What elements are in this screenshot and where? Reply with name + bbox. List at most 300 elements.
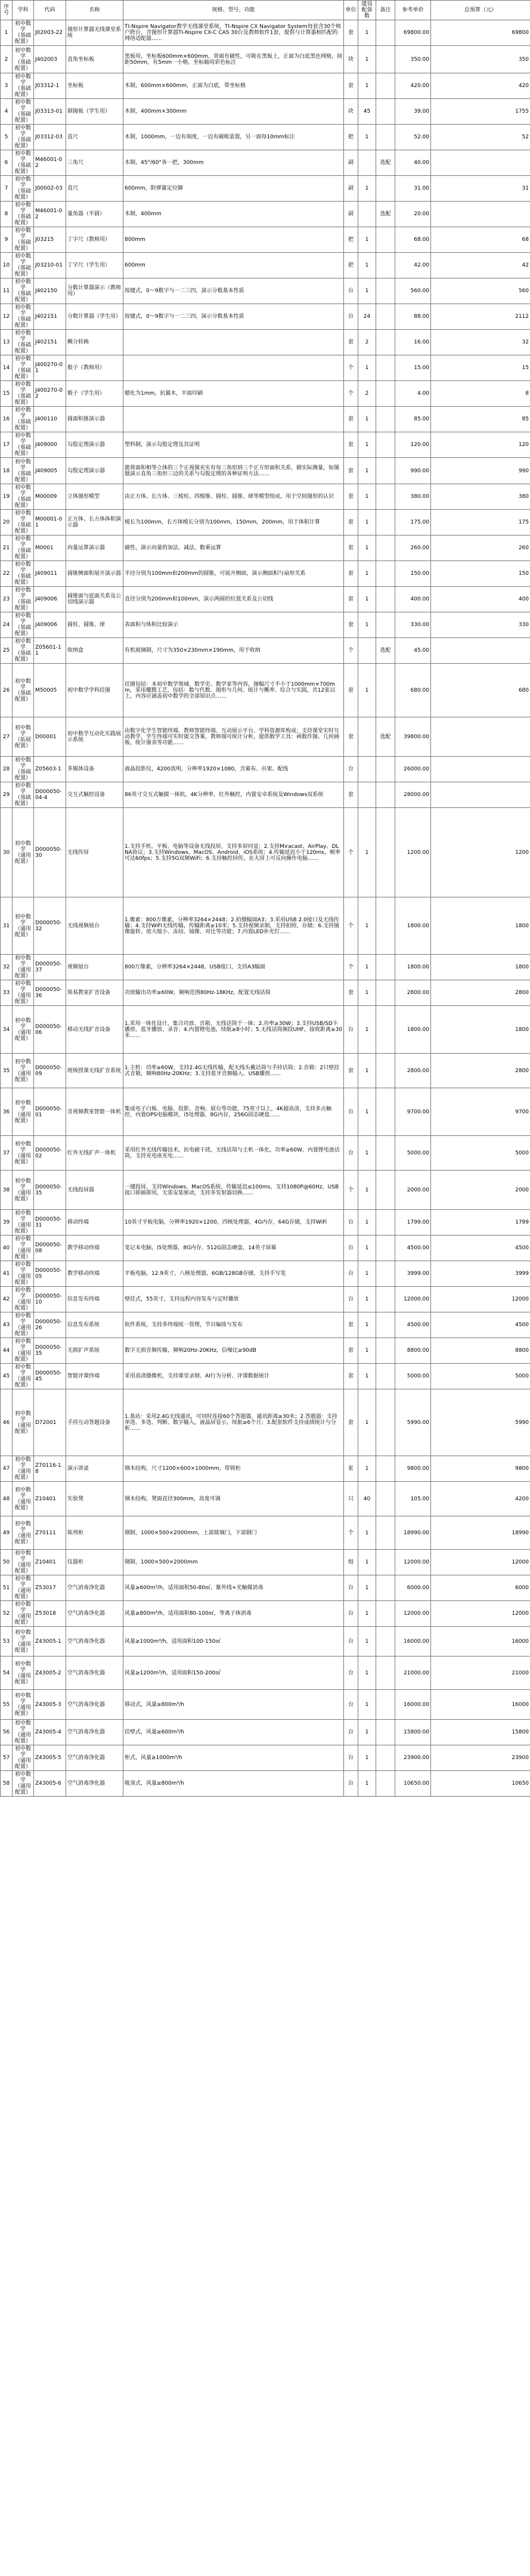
cell-name: 手持互动答题设备: [66, 1389, 123, 1456]
cell-no: 4: [1, 99, 13, 125]
table-row: [1, 1627, 530, 1657]
cell-spec: 风量≥800m³/h，适用面积80-100㎡，等离子体消毒: [123, 1601, 344, 1627]
table-row: [1, 1690, 530, 1720]
column-header: 单位: [344, 1, 358, 20]
cell-no: 34: [1, 1006, 13, 1054]
cell-unit: 套: [344, 484, 358, 510]
cell-no: 18: [1, 458, 13, 484]
cell-total: 12000: [431, 1550, 530, 1575]
cell-no: 58: [1, 1771, 13, 1797]
cell-price: 85.00: [395, 407, 431, 432]
cell-name: 教学移动终端: [66, 1236, 123, 1261]
cell-subject: 初中数学 （基础配置）: [13, 407, 34, 432]
cell-note: [376, 278, 395, 304]
cell-code: M00001-01: [34, 510, 66, 535]
cell-qty: [358, 757, 376, 782]
table-row: [1, 1006, 530, 1054]
cell-subject: 初中数学 （基础配置）: [13, 535, 34, 561]
cell-no: 49: [1, 1516, 13, 1550]
table-row: [1, 757, 530, 782]
table-row: [1, 1261, 530, 1287]
cell-note: [376, 980, 395, 1006]
cell-subject: 初中数学 （通用配置）: [13, 1261, 34, 1287]
cell-spec: 木制，400mm×300mm: [123, 99, 344, 125]
cell-no: 12: [1, 304, 13, 330]
cell-qty: 1: [358, 125, 376, 150]
cell-spec: 10英寸平板电脑，分辨率1920×1200，四核处理器，4G内存，64G存储，支持WiFi: [123, 1210, 344, 1236]
cell-total: 1755: [431, 99, 530, 125]
cell-unit: 套: [344, 432, 358, 458]
cell-qty: [358, 717, 376, 757]
table-row: [1, 1088, 530, 1136]
cell-no: 11: [1, 278, 13, 304]
cell-spec: 按键式，0～9数字与一二三四，演示分数基本性质: [123, 304, 344, 330]
cell-total: 1200: [431, 808, 530, 897]
table-row: [1, 1550, 530, 1575]
cell-total: 2112: [431, 304, 530, 330]
cell-name: 直尺: [66, 176, 123, 202]
cell-subject: 初中数学 （基础配置）: [13, 253, 34, 278]
cell-name: 直尺: [66, 125, 123, 150]
cell-note: [376, 381, 395, 407]
table-row: [1, 955, 530, 980]
cell-unit: 套: [344, 1364, 358, 1389]
cell-code: Z43005-4: [34, 1720, 66, 1745]
cell-name: 向量运算演示器: [66, 535, 123, 561]
cell-unit: 台: [344, 1627, 358, 1657]
column-header: 备注: [376, 1, 395, 20]
cell-subject: 初中数学 （通用配置）: [13, 1054, 34, 1088]
cell-note: [376, 458, 395, 484]
cell-note: [376, 561, 395, 587]
cell-no: 50: [1, 1550, 13, 1575]
cell-unit: 只: [344, 1482, 358, 1516]
cell-note: [376, 46, 395, 73]
column-header: 总预算（元）: [431, 1, 530, 20]
cell-unit: 台: [344, 1575, 358, 1601]
cell-unit: 台: [344, 1601, 358, 1627]
cell-note: [376, 1720, 395, 1745]
cell-note: [376, 808, 395, 897]
cell-subject: 初中数学 （基础配置）: [13, 638, 34, 664]
cell-no: 13: [1, 330, 13, 355]
cell-spec: 按键式，0～9数字与一二三四，演示分数基本性质: [123, 278, 344, 304]
cell-name: 分数计算器演示（教师用）: [66, 278, 123, 304]
cell-price: 52.00: [395, 125, 431, 150]
cell-unit: 套: [344, 73, 358, 99]
cell-spec: TI-Nspire Navigator教学无线课堂系统，TI-Nspire CX Navigator System每套含30个师户跨台，含图形计算器TI-Nspire CX-C CAS 30台及教师软件1套，提供与计算器相匹配的网络适配器……: [123, 20, 344, 46]
cell-code: Z05601-11: [34, 638, 66, 664]
cell-price: 6000.00: [395, 1575, 431, 1601]
cell-price: 175.00: [395, 510, 431, 535]
cell-qty: 1: [358, 20, 376, 46]
cell-qty: 1: [358, 1389, 376, 1456]
cell-price: 1800.00: [395, 955, 431, 980]
cell-qty: 1: [358, 664, 376, 717]
cell-spec: 600mm: [123, 253, 344, 278]
table-row: [1, 808, 530, 897]
cell-price: 120.00: [395, 432, 431, 458]
cell-unit: 把: [344, 227, 358, 253]
cell-price: 26000.00: [395, 757, 431, 782]
cell-price: 4500.00: [395, 1312, 431, 1338]
cell-qty: 1: [358, 1771, 376, 1797]
cell-code: M50005: [34, 664, 66, 717]
cell-name: 空气消毒净化器: [66, 1771, 123, 1797]
table-row: [1, 980, 530, 1006]
table-row: [1, 1482, 530, 1516]
table-row: [1, 1287, 530, 1312]
cell-name: 无线视频展台: [66, 897, 123, 955]
cell-spec: 棱长为100mm，长方体棱长分别为100mm，150mm，200mm，用于体积计算: [123, 510, 344, 535]
cell-name: 坐标板: [66, 73, 123, 99]
cell-note: [376, 1364, 395, 1389]
cell-note: [376, 1236, 395, 1261]
cell-qty: 1: [358, 587, 376, 612]
cell-spec: 塑料制，演示勾股定理及其证明: [123, 432, 344, 458]
table-body: [1, 20, 530, 1797]
cell-no: 40: [1, 1236, 13, 1261]
cell-name: 视频展台: [66, 955, 123, 980]
cell-note: 选配: [376, 202, 395, 227]
cell-qty: 1: [358, 1745, 376, 1771]
cell-total: 15800: [431, 1720, 530, 1745]
cell-note: [376, 176, 395, 202]
cell-no: 1: [1, 20, 13, 46]
cell-qty: 1: [358, 458, 376, 484]
cell-note: [376, 73, 395, 99]
cell-note: [376, 432, 395, 458]
table-row: [1, 717, 530, 757]
column-header: 学科: [13, 1, 34, 20]
cell-code: D00001: [34, 717, 66, 757]
cell-total: 990: [431, 458, 530, 484]
cell-total: [431, 717, 530, 757]
table-row: [1, 1601, 530, 1627]
cell-note: [376, 1627, 395, 1657]
cell-name: 仪器柜: [66, 1550, 123, 1575]
cell-total: 31: [431, 176, 530, 202]
cell-total: 400: [431, 587, 530, 612]
cell-qty: 1: [358, 253, 376, 278]
cell-note: [376, 1771, 395, 1797]
cell-name: 三角尺: [66, 150, 123, 176]
cell-note: [376, 1088, 395, 1136]
cell-code: Z43005-6: [34, 1771, 66, 1797]
cell-qty: [358, 782, 376, 808]
cell-no: 54: [1, 1657, 13, 1690]
table-row: [1, 46, 530, 73]
cell-spec: 1.采用一体化设计，集合功放、音箱、无线话筒于一体；2.功率≥30W；3.支持USB/SD卡播放、蓝牙播放、录音；4.内置锂电池，续航≥8小时；5.无线话筒频段UHF，接收距离≥30米……: [123, 1006, 344, 1054]
cell-total: 4200: [431, 1482, 530, 1516]
cell-unit: 套: [344, 587, 358, 612]
cell-code: J409000: [34, 432, 66, 458]
cell-total: 330: [431, 612, 530, 638]
cell-total: 380: [431, 484, 530, 510]
cell-name: 音视频教室智能一体机: [66, 1088, 123, 1136]
cell-unit: 张: [344, 1456, 358, 1482]
cell-unit: 台: [344, 1210, 358, 1236]
cell-qty: 1: [358, 355, 376, 381]
cell-name: 智能评课终端: [66, 1364, 123, 1389]
table-row: [1, 1575, 530, 1601]
cell-code: Z10401: [34, 1482, 66, 1516]
cell-spec: 平板电脑，12.9英寸，八核处理器，6GB/128GB存储，支持手写笔: [123, 1261, 344, 1287]
cell-price: 150.00: [395, 561, 431, 587]
cell-price: 5990.00: [395, 1389, 431, 1456]
cell-qty: 1: [358, 1261, 376, 1287]
table-row: [1, 381, 530, 407]
cell-note: [376, 1054, 395, 1088]
cell-subject: 初中数学 （基础配置）: [13, 381, 34, 407]
cell-price: 68.00: [395, 227, 431, 253]
cell-subject: 初中数学 （基础配置）: [13, 561, 34, 587]
cell-name: 无线传屏: [66, 808, 123, 897]
cell-note: [376, 1550, 395, 1575]
cell-total: [431, 202, 530, 227]
table-row: [1, 227, 530, 253]
cell-spec: 壁挂式，55英寸，支持远程内容发布与定时播放: [123, 1287, 344, 1312]
cell-spec: [123, 330, 344, 355]
cell-code: D000050-45: [34, 1364, 66, 1389]
cell-name: 红外无线扩声一体机: [66, 1136, 123, 1171]
cell-no: 24: [1, 612, 13, 638]
cell-total: 68: [431, 227, 530, 253]
cell-name: 移动无线扩音设备: [66, 1006, 123, 1054]
cell-subject: 初中数学 （通用配置）: [13, 1364, 34, 1389]
cell-spec: 木制，400mm: [123, 202, 344, 227]
cell-qty: 1: [358, 1088, 376, 1136]
cell-name: 概分转换: [66, 330, 123, 355]
cell-qty: 1: [358, 1720, 376, 1745]
cell-price: 2800.00: [395, 980, 431, 1006]
cell-total: 21000: [431, 1657, 530, 1690]
cell-name: 骰子（教师用）: [66, 355, 123, 381]
cell-subject: 初中数学 （通用配置）: [13, 1456, 34, 1482]
cell-code: D000050-35: [34, 1171, 66, 1210]
cell-spec: 钢制，1000×500×2000mm，上部玻璃门，下部钢门: [123, 1516, 344, 1550]
cell-no: 56: [1, 1720, 13, 1745]
cell-code: J03312-03: [34, 125, 66, 150]
table-row: [1, 20, 530, 46]
table-row: [1, 432, 530, 458]
cell-spec: 功放输出功率≥60W，频响范围80Hz-18KHz，配置无线话筒: [123, 980, 344, 1006]
cell-spec: 挂图包括：本初中数学领域、数学史、数学家等内容，图幅尺寸不小于1000mm×700mm，采用覆膜工艺，包括：数与代数、图形与几何、统计与概率、综合与实践，共12张以上，内容应涵盖初中数学的全部知识点……: [123, 664, 344, 717]
cell-name: 丁字尺（学生用）: [66, 253, 123, 278]
cell-name: 班级授课无线扩音系统: [66, 1054, 123, 1088]
cell-subject: 初中数学 （基础配置）: [13, 227, 34, 253]
cell-name: 陈列柜: [66, 1516, 123, 1550]
cell-subject: 初中数学 （通用配置）: [13, 1745, 34, 1771]
cell-qty: 1: [358, 46, 376, 73]
cell-qty: 1: [358, 1006, 376, 1054]
cell-note: [376, 1516, 395, 1550]
table-header-row: [1, 1, 530, 20]
cell-code: J03312-1: [34, 73, 66, 99]
cell-total: [431, 782, 530, 808]
table-row: [1, 587, 530, 612]
table-row: [1, 125, 530, 150]
cell-price: 330.00: [395, 612, 431, 638]
cell-subject: 初中数学 （基础配置）: [13, 176, 34, 202]
cell-name: 正方体、长方体体积演示器: [66, 510, 123, 535]
cell-unit: 把: [344, 125, 358, 150]
cell-no: 22: [1, 561, 13, 587]
cell-price: 12000.00: [395, 1287, 431, 1312]
cell-qty: 1: [358, 176, 376, 202]
cell-qty: [358, 150, 376, 176]
cell-subject: 初中数学 （通用配置）: [13, 1312, 34, 1338]
cell-code: J409006: [34, 612, 66, 638]
cell-spec: 磁性，演示向量的加法、减法、数乘运算: [123, 535, 344, 561]
cell-qty: 1: [358, 484, 376, 510]
cell-qty: 24: [358, 304, 376, 330]
cell-subject: 初中数学 （通用配置）: [13, 1287, 34, 1312]
cell-spec: 液晶投影仪，4200流明，分辨率1920×1080，含幕布、吊架、配线: [123, 757, 344, 782]
cell-no: 53: [1, 1627, 13, 1657]
table-row: [1, 253, 530, 278]
cell-unit: 个: [344, 381, 358, 407]
cell-spec: 半径分别为100mm和200mm的圆锥，可展开侧面，演示侧面积与扇形关系: [123, 561, 344, 587]
cell-qty: [358, 638, 376, 664]
cell-unit: 台: [344, 1771, 358, 1797]
cell-code: J409006: [34, 587, 66, 612]
cell-name: 无线投屏器: [66, 1171, 123, 1210]
cell-no: 10: [1, 253, 13, 278]
cell-note: [376, 1575, 395, 1601]
cell-subject: 初中数学 （基础配置）: [13, 150, 34, 176]
cell-qty: 1: [358, 1456, 376, 1482]
cell-total: 350: [431, 46, 530, 73]
cell-subject: 初中数学 （通用配置）: [13, 1338, 34, 1364]
cell-unit: 套: [344, 612, 358, 638]
cell-price: 4.00: [395, 381, 431, 407]
cell-no: 41: [1, 1261, 13, 1287]
cell-spec: 直径分别为200mm和100mm，演示两圆的位置关系及公切线: [123, 587, 344, 612]
cell-price: 680.00: [395, 664, 431, 717]
cell-unit: 个: [344, 1516, 358, 1550]
cell-total: 42: [431, 253, 530, 278]
cell-code: D000050-36: [34, 980, 66, 1006]
cell-no: 28: [1, 757, 13, 782]
cell-subject: 初中数学 （基础配置）: [13, 73, 34, 99]
cell-no: 8: [1, 202, 13, 227]
cell-spec: 风量≥1200m³/h，适用面积150-200㎡: [123, 1657, 344, 1690]
cell-code: J03313-01: [34, 99, 66, 125]
cell-code: M46001-02: [34, 202, 66, 227]
cell-total: 85: [431, 407, 530, 432]
cell-name: 移动终端: [66, 1210, 123, 1236]
cell-subject: 初中数学 （通用配置）: [13, 1389, 34, 1456]
table-row: [1, 561, 530, 587]
cell-note: [376, 612, 395, 638]
table-row: [1, 1389, 530, 1456]
cell-qty: 1: [358, 1287, 376, 1312]
cell-name: 多媒体设备: [66, 757, 123, 782]
cell-note: [376, 1210, 395, 1236]
cell-subject: 初中数学 （通用配置）: [13, 1236, 34, 1261]
cell-name: 量角器（半圆）: [66, 202, 123, 227]
cell-total: 560: [431, 278, 530, 304]
cell-qty: 1: [358, 73, 376, 99]
cell-spec: 数字无损音频传输，频响20Hz-20KHz，信噪比≥90dB: [123, 1338, 344, 1364]
cell-no: 57: [1, 1745, 13, 1771]
cell-name: 丁字尺（教师用）: [66, 227, 123, 253]
cell-unit: 套: [344, 1312, 358, 1338]
cell-code: Z43005-1: [34, 1627, 66, 1657]
column-header: 参考单价: [395, 1, 431, 20]
cell-name: 空气消毒净化器: [66, 1575, 123, 1601]
cell-price: 31.00: [395, 176, 431, 202]
cell-spec: 600mm，附弹簧定位脚: [123, 176, 344, 202]
cell-price: 39.00: [395, 99, 431, 125]
table-row: [1, 407, 530, 432]
cell-unit: 台: [344, 1261, 358, 1287]
cell-code: Z05603-1: [34, 757, 66, 782]
table-row: [1, 1456, 530, 1482]
cell-no: 17: [1, 432, 13, 458]
cell-name: 空气消毒净化器: [66, 1627, 123, 1657]
cell-unit: 台: [344, 1745, 358, 1771]
cell-price: 990.00: [395, 458, 431, 484]
cell-no: 39: [1, 1210, 13, 1236]
cell-price: 2000.00: [395, 1171, 431, 1210]
table-row: [1, 1338, 530, 1364]
cell-code: D000050-37: [34, 955, 66, 980]
cell-unit: 副: [344, 202, 358, 227]
cell-note: [376, 587, 395, 612]
cell-unit: 个: [344, 955, 358, 980]
cell-total: 32: [431, 330, 530, 355]
cell-no: 16: [1, 407, 13, 432]
cell-note: [376, 227, 395, 253]
cell-qty: 1: [358, 955, 376, 980]
cell-note: [376, 955, 395, 980]
cell-subject: 初中数学 （通用配置）: [13, 808, 34, 897]
cell-note: [376, 664, 395, 717]
table-row: [1, 330, 530, 355]
cell-qty: [358, 202, 376, 227]
cell-qty: 1: [358, 1627, 376, 1657]
cell-code: J402003: [34, 46, 66, 73]
cell-no: 26: [1, 664, 13, 717]
cell-code: Z70116-18: [34, 1456, 66, 1482]
cell-note: [376, 757, 395, 782]
cell-note: 选配: [376, 717, 395, 757]
cell-spec: 1.像素：800万像素，分辨率3264×2448；2.拍摄幅面A3；3.采用USB 2.0接口及无线传输；4.支持WiFi无线传输，传输距离≥10米；5.支持视频录制，支持拍照、存储；6.支持图像旋转、放大缩小、冻结、镜像、对比等功能；7.内置LED补光灯……: [123, 897, 344, 955]
cell-total: 4500: [431, 1312, 530, 1338]
table-row: [1, 1720, 530, 1745]
cell-price: 5000.00: [395, 1364, 431, 1389]
table-row: [1, 73, 530, 99]
cell-code: J03210-01: [34, 253, 66, 278]
cell-spec: [123, 355, 344, 381]
cell-price: 3999.00: [395, 1261, 431, 1287]
cell-subject: 初中数学 （通用配置）: [13, 1482, 34, 1516]
cell-name: 空气消毒净化器: [66, 1657, 123, 1690]
cell-code: Z43005-3: [34, 1690, 66, 1720]
cell-qty: 45: [358, 99, 376, 125]
cell-name: 教学移动终端: [66, 1261, 123, 1287]
cell-note: [376, 407, 395, 432]
cell-code: Z53018: [34, 1601, 66, 1627]
cell-subject: 初中数学 （通用配置）: [13, 1771, 34, 1797]
cell-unit: 个: [344, 897, 358, 955]
cell-qty: 1: [358, 1236, 376, 1261]
cell-name: 空气消毒净化器: [66, 1745, 123, 1771]
column-header: 规格、型号、功能: [123, 1, 344, 20]
cell-name: 圆锥侧面积展开演示器: [66, 561, 123, 587]
